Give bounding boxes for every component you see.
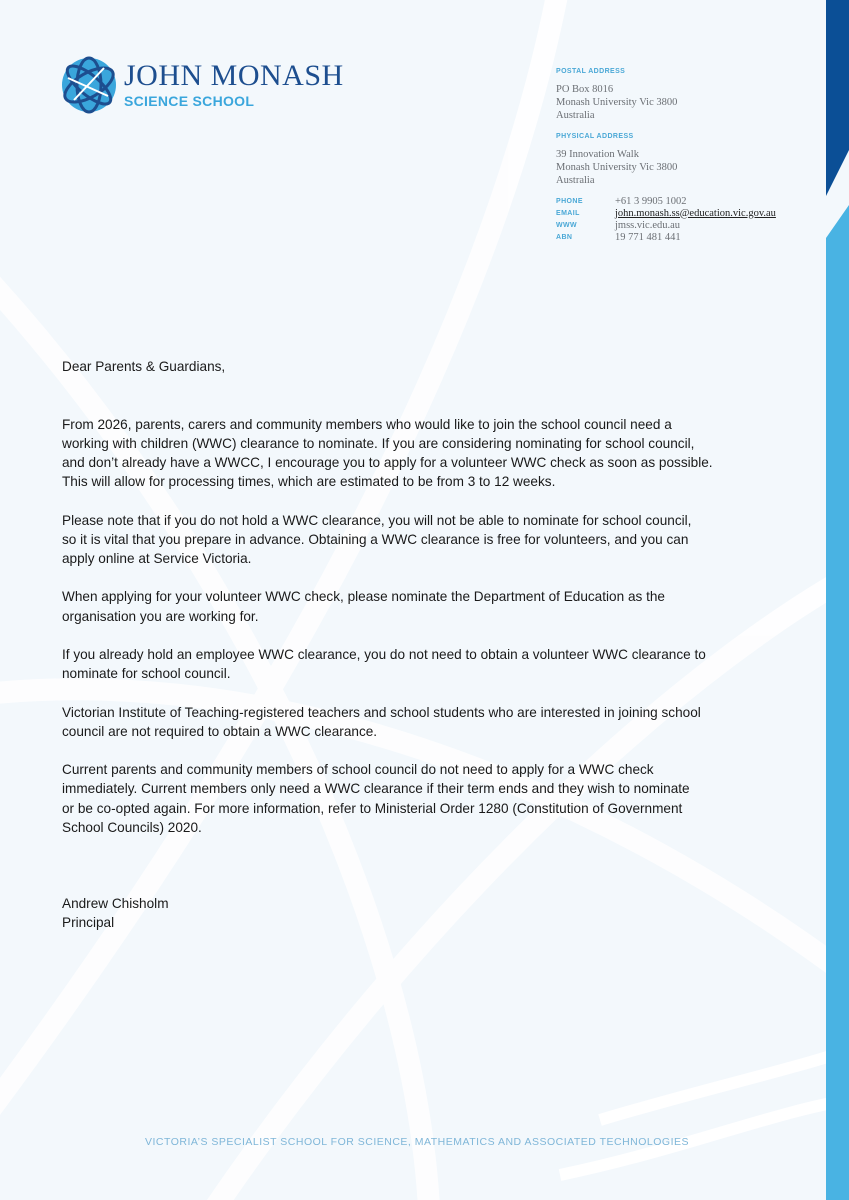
- globe-logo-icon: [60, 56, 118, 114]
- text-line: Victorian Institute of Teaching-registered teachers and school students who are interested in joining school: [62, 704, 701, 720]
- paragraph: [62, 415, 713, 492]
- address-line: Monash University Vic 3800: [556, 162, 678, 173]
- address-line: Australia: [556, 110, 595, 121]
- phone-label: PHONE: [556, 197, 583, 205]
- text-line: or be co-opted again. For more information, refer to Ministerial Order 1280 (Constitution of Government: [62, 800, 683, 816]
- paragraph: [62, 511, 713, 569]
- school-logo: [60, 56, 344, 114]
- text-line: If you already hold an employee WWC clearance, you do not need to obtain a volunteer WWC clearance to: [62, 646, 706, 662]
- address-line: 39 Innovation Walk: [556, 149, 639, 160]
- text-line: apply online at Service Victoria.: [62, 551, 252, 566]
- text-line: This will allow for processing times, which are estimated to be from 3 to 12 weeks.: [62, 474, 556, 490]
- text-line: From 2026, parents, carers and community members who would like to join the school council need a: [62, 416, 672, 432]
- phone-value: +61 3 9905 1002: [615, 195, 687, 207]
- www-value: jmss.vic.edu.au: [615, 219, 681, 231]
- school-subtitle: SCIENCE SCHOOL: [124, 93, 255, 109]
- text-line: council are not required to obtain a WWC clearance.: [62, 723, 378, 739]
- footer-tagline: VICTORIA’S SPECIALIST SCHOOL FOR SCIENCE, MATHEMATICS AND ASSOCIATED TECHNOLOGIES: [145, 1136, 690, 1148]
- contact-details: [556, 195, 776, 243]
- address-line: Monash University Vic 3800: [556, 97, 678, 108]
- email-label: EMAIL: [556, 209, 580, 217]
- text-line: nominate for school council.: [62, 666, 231, 682]
- text-line: so it is vital that you prepare in advance. Obtaining a WWC clearance is free for volunteers, and you can: [62, 531, 689, 547]
- signatory-title: Principal: [62, 915, 115, 931]
- text-line: School Councils) 2020.: [62, 819, 202, 835]
- address-line: PO Box 8016: [556, 84, 614, 95]
- signatory-name: Andrew Chisholm: [62, 896, 169, 912]
- light-blue-band: [826, 205, 849, 1200]
- abn-label: ABN: [556, 233, 573, 241]
- dark-blue-band: [826, 0, 849, 196]
- text-line: immediately. Current members only need a WWC clearance if their term ends and they wish to nominate: [62, 781, 690, 797]
- letter-body: [62, 357, 713, 933]
- email-link[interactable]: john.monash.ss@education.vic.gov.au: [615, 207, 776, 219]
- text-line: Please note that if you do not hold a WWC clearance, you will not be able to nominate for school council,: [62, 512, 692, 528]
- paragraph: [62, 645, 713, 683]
- address-line: Australia: [556, 175, 595, 186]
- paragraph: [62, 587, 713, 625]
- physical-address: [556, 130, 677, 187]
- text-line: organisation you are working for.: [62, 608, 259, 624]
- physical-address-label: PHYSICAL ADDRESS: [556, 133, 634, 140]
- postal-address-label: POSTAL ADDRESS: [556, 68, 626, 75]
- paragraph: [62, 760, 713, 837]
- text-line: Current parents and community members of school council do not need to apply for a WWC check: [62, 762, 654, 778]
- paragraph: [62, 703, 713, 741]
- school-name: JOHN MONASH: [124, 59, 344, 92]
- www-label: WWW: [556, 221, 578, 229]
- abn-value: 19 771 481 441: [615, 231, 681, 243]
- text-line: and don’t already have a WWCC, I encourage you to apply for a volunteer WWC check as soon as possible.: [62, 455, 713, 470]
- text-line: When applying for your volunteer WWC check, please nominate the Department of Education as the: [62, 589, 665, 605]
- text-line: working with children (WWC) clearance to nominate. If you are considering nominating for school council,: [62, 435, 695, 451]
- salutation: Dear Parents & Guardians,: [62, 359, 226, 374]
- postal-address: [556, 65, 677, 122]
